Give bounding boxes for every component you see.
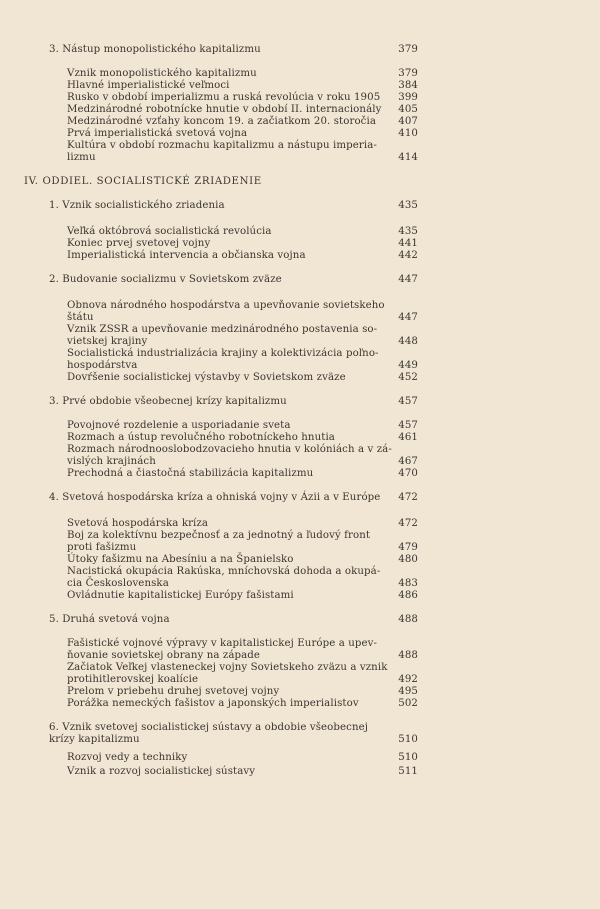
toc-entry-page: 492 <box>398 674 418 685</box>
toc-entry-title: lizmu <box>67 152 96 163</box>
toc-entry-title: Vznik a rozvoj socialistickej sústavy <box>67 766 256 777</box>
toc-entry-title: cia Československa <box>67 578 169 589</box>
toc-entry-page: 452 <box>398 372 418 383</box>
toc-entry-title: Rozmach a ústup revolučného robotníckeho hnutia <box>67 432 335 443</box>
toc-entry-title: Socialistická industrializácia krajiny a kolektivizácia poľno- <box>67 348 379 359</box>
toc-entry-title: Medzinárodné robotnícke hnutie v období II. internacionály <box>67 104 382 115</box>
toc-entry-page: 488 <box>398 650 418 661</box>
toc-entry-page: 447 <box>398 274 418 285</box>
toc-entry-title: Prechodná a čiastočná stabilizácia kapitalizmu <box>67 468 314 479</box>
toc-entry-page: 495 <box>398 686 418 697</box>
toc-entry-title: Začiatok Veľkej vlasteneckej vojny Sovietskeho zväzu a vznik <box>67 662 388 673</box>
toc-entry-page: 407 <box>398 116 418 127</box>
toc-entry-title: Vznik monopolistického kapitalizmu <box>67 68 257 79</box>
toc-entry-page: 486 <box>398 590 418 601</box>
toc-entry-title: 3. Nástup monopolistického kapitalizmu <box>49 44 261 55</box>
toc-entry-title: Medzinárodné vzťahy koncom 19. a začiatkom 20. storočia <box>67 116 377 127</box>
toc-entry-title: Vznik ZSSR a upevňovanie medzinárodného postavenia so- <box>67 324 378 335</box>
toc-entry-title: Rozvoj vedy a techniky <box>67 752 188 763</box>
toc-entry-page: 448 <box>398 336 418 347</box>
toc-entry-title: ňovanie sovietskej obrany na západe <box>67 650 261 661</box>
toc-entry-page: 470 <box>398 468 418 479</box>
toc-entry-page: 379 <box>398 68 418 79</box>
toc-entry-title: Útoky fašizmu na Abesíniu a na Španielsko <box>67 554 294 565</box>
toc-entry-title: 1. Vznik socialistického zriadenia <box>49 200 225 211</box>
toc-entry-title: 5. Druhá svetová vojna <box>49 614 170 625</box>
toc-entry-title: 6. Vznik svetovej socialistickej sústavy a obdobie všeobecnej <box>49 722 368 733</box>
toc-entry-page: 488 <box>398 614 418 625</box>
toc-entry-page: 442 <box>398 250 418 261</box>
toc-entry-page: 510 <box>398 752 418 763</box>
toc-entry-title: Veľká októbrová socialistická revolúcia <box>67 226 272 237</box>
toc-entry-page: 461 <box>398 432 418 443</box>
toc-entry-title: vietskej krajiny <box>67 336 148 347</box>
toc-entry-title: Prelom v priebehu druhej svetovej vojny <box>67 686 280 697</box>
toc-entry-title: Svetová hospodárska kríza <box>67 518 209 529</box>
toc-entry-title: Povojnové rozdelenie a usporiadanie sveta <box>67 420 291 431</box>
toc-entry-page: 483 <box>398 578 418 589</box>
toc-entry-page: 447 <box>398 312 418 323</box>
toc-entry-title: Prvá imperialistická svetová vojna <box>67 128 248 139</box>
toc-entry-page: 441 <box>398 238 418 249</box>
toc-entry-page: 480 <box>398 554 418 565</box>
toc-entry-title: 4. Svetová hospodárska kríza a ohniská vojny v Ázii a v Európe <box>49 492 381 503</box>
toc-entry-page: 472 <box>398 518 418 529</box>
toc-entry-title: Hlavné imperialistické veľmoci <box>67 80 230 91</box>
toc-entry-page: 457 <box>398 420 418 431</box>
toc-entry-page: 435 <box>398 200 418 211</box>
toc-entry-page: 399 <box>398 92 418 103</box>
toc-entry-title: krízy kapitalizmu <box>49 734 140 745</box>
toc-entry-page: 467 <box>398 456 418 467</box>
toc-entry-page: 457 <box>398 396 418 407</box>
toc-entry-title: Ovládnutie kapitalistickej Európy fašistami <box>67 590 294 601</box>
toc-entry-title: protihitlerovskej koalície <box>67 674 199 685</box>
toc-entry-page: 379 <box>398 44 418 55</box>
toc-entry-title: Imperialistická intervencia a občianska vojna <box>67 250 306 261</box>
toc-entry-title: 3. Prvé obdobie všeobecnej krízy kapitalizmu <box>49 396 287 407</box>
toc-entry-title: Porážka nemeckých fašistov a japonských imperialistov <box>67 698 359 709</box>
toc-entry-title: Nacistická okupácia Rakúska, mníchovská dohoda a okupá- <box>67 566 381 577</box>
toc-entry-page: 502 <box>398 698 418 709</box>
toc-entry-page: 435 <box>398 226 418 237</box>
toc-entry-title: Rozmach národnooslobodzovacieho hnutia v kolóniách a v zá- <box>67 444 392 455</box>
toc-entry-page: 405 <box>398 104 418 115</box>
toc-entry-title: Fašistické vojnové výpravy v kapitalistickej Európe a upev- <box>67 638 378 649</box>
toc-entry-title: vislých krajinách <box>67 456 156 467</box>
toc-entry-title: Dovŕšenie socialistickej výstavby v Sovietskom zväze <box>67 372 346 383</box>
toc-entry-title: hospodárstva <box>67 360 138 371</box>
toc-entry-title: Kultúra v období rozmachu kapitalizmu a nástupu imperia- <box>67 140 377 151</box>
toc-entry-title: IV. ODDIEL. SOCIALISTICKÉ ZRIADENIE <box>24 176 262 187</box>
toc-entry-title: Koniec prvej svetovej vojny <box>67 238 211 249</box>
toc-entry-page: 510 <box>398 734 418 745</box>
toc-entry-page: 414 <box>398 152 418 163</box>
toc-entry-page: 449 <box>398 360 418 371</box>
toc-entry-page: 384 <box>398 80 418 91</box>
toc-entry-page: 472 <box>398 492 418 503</box>
toc-entry-title: Rusko v období imperializmu a ruská revolúcia v roku 1905 <box>67 92 381 103</box>
toc-entry-title: štátu <box>67 312 94 323</box>
toc-entry-title: Obnova národného hospodárstva a upevňovanie sovietskeho <box>67 300 385 311</box>
toc-entry-page: 511 <box>398 766 418 777</box>
toc-entry-page: 410 <box>398 128 418 139</box>
toc-entry-title: Boj za kolektívnu bezpečnosť a za jednotný a ľudový front <box>67 530 371 541</box>
toc-entry-title: proti fašizmu <box>67 542 137 553</box>
toc-entry-page: 479 <box>398 542 418 553</box>
toc-entry-title: 2. Budovanie socializmu v Sovietskom zväze <box>49 274 282 285</box>
